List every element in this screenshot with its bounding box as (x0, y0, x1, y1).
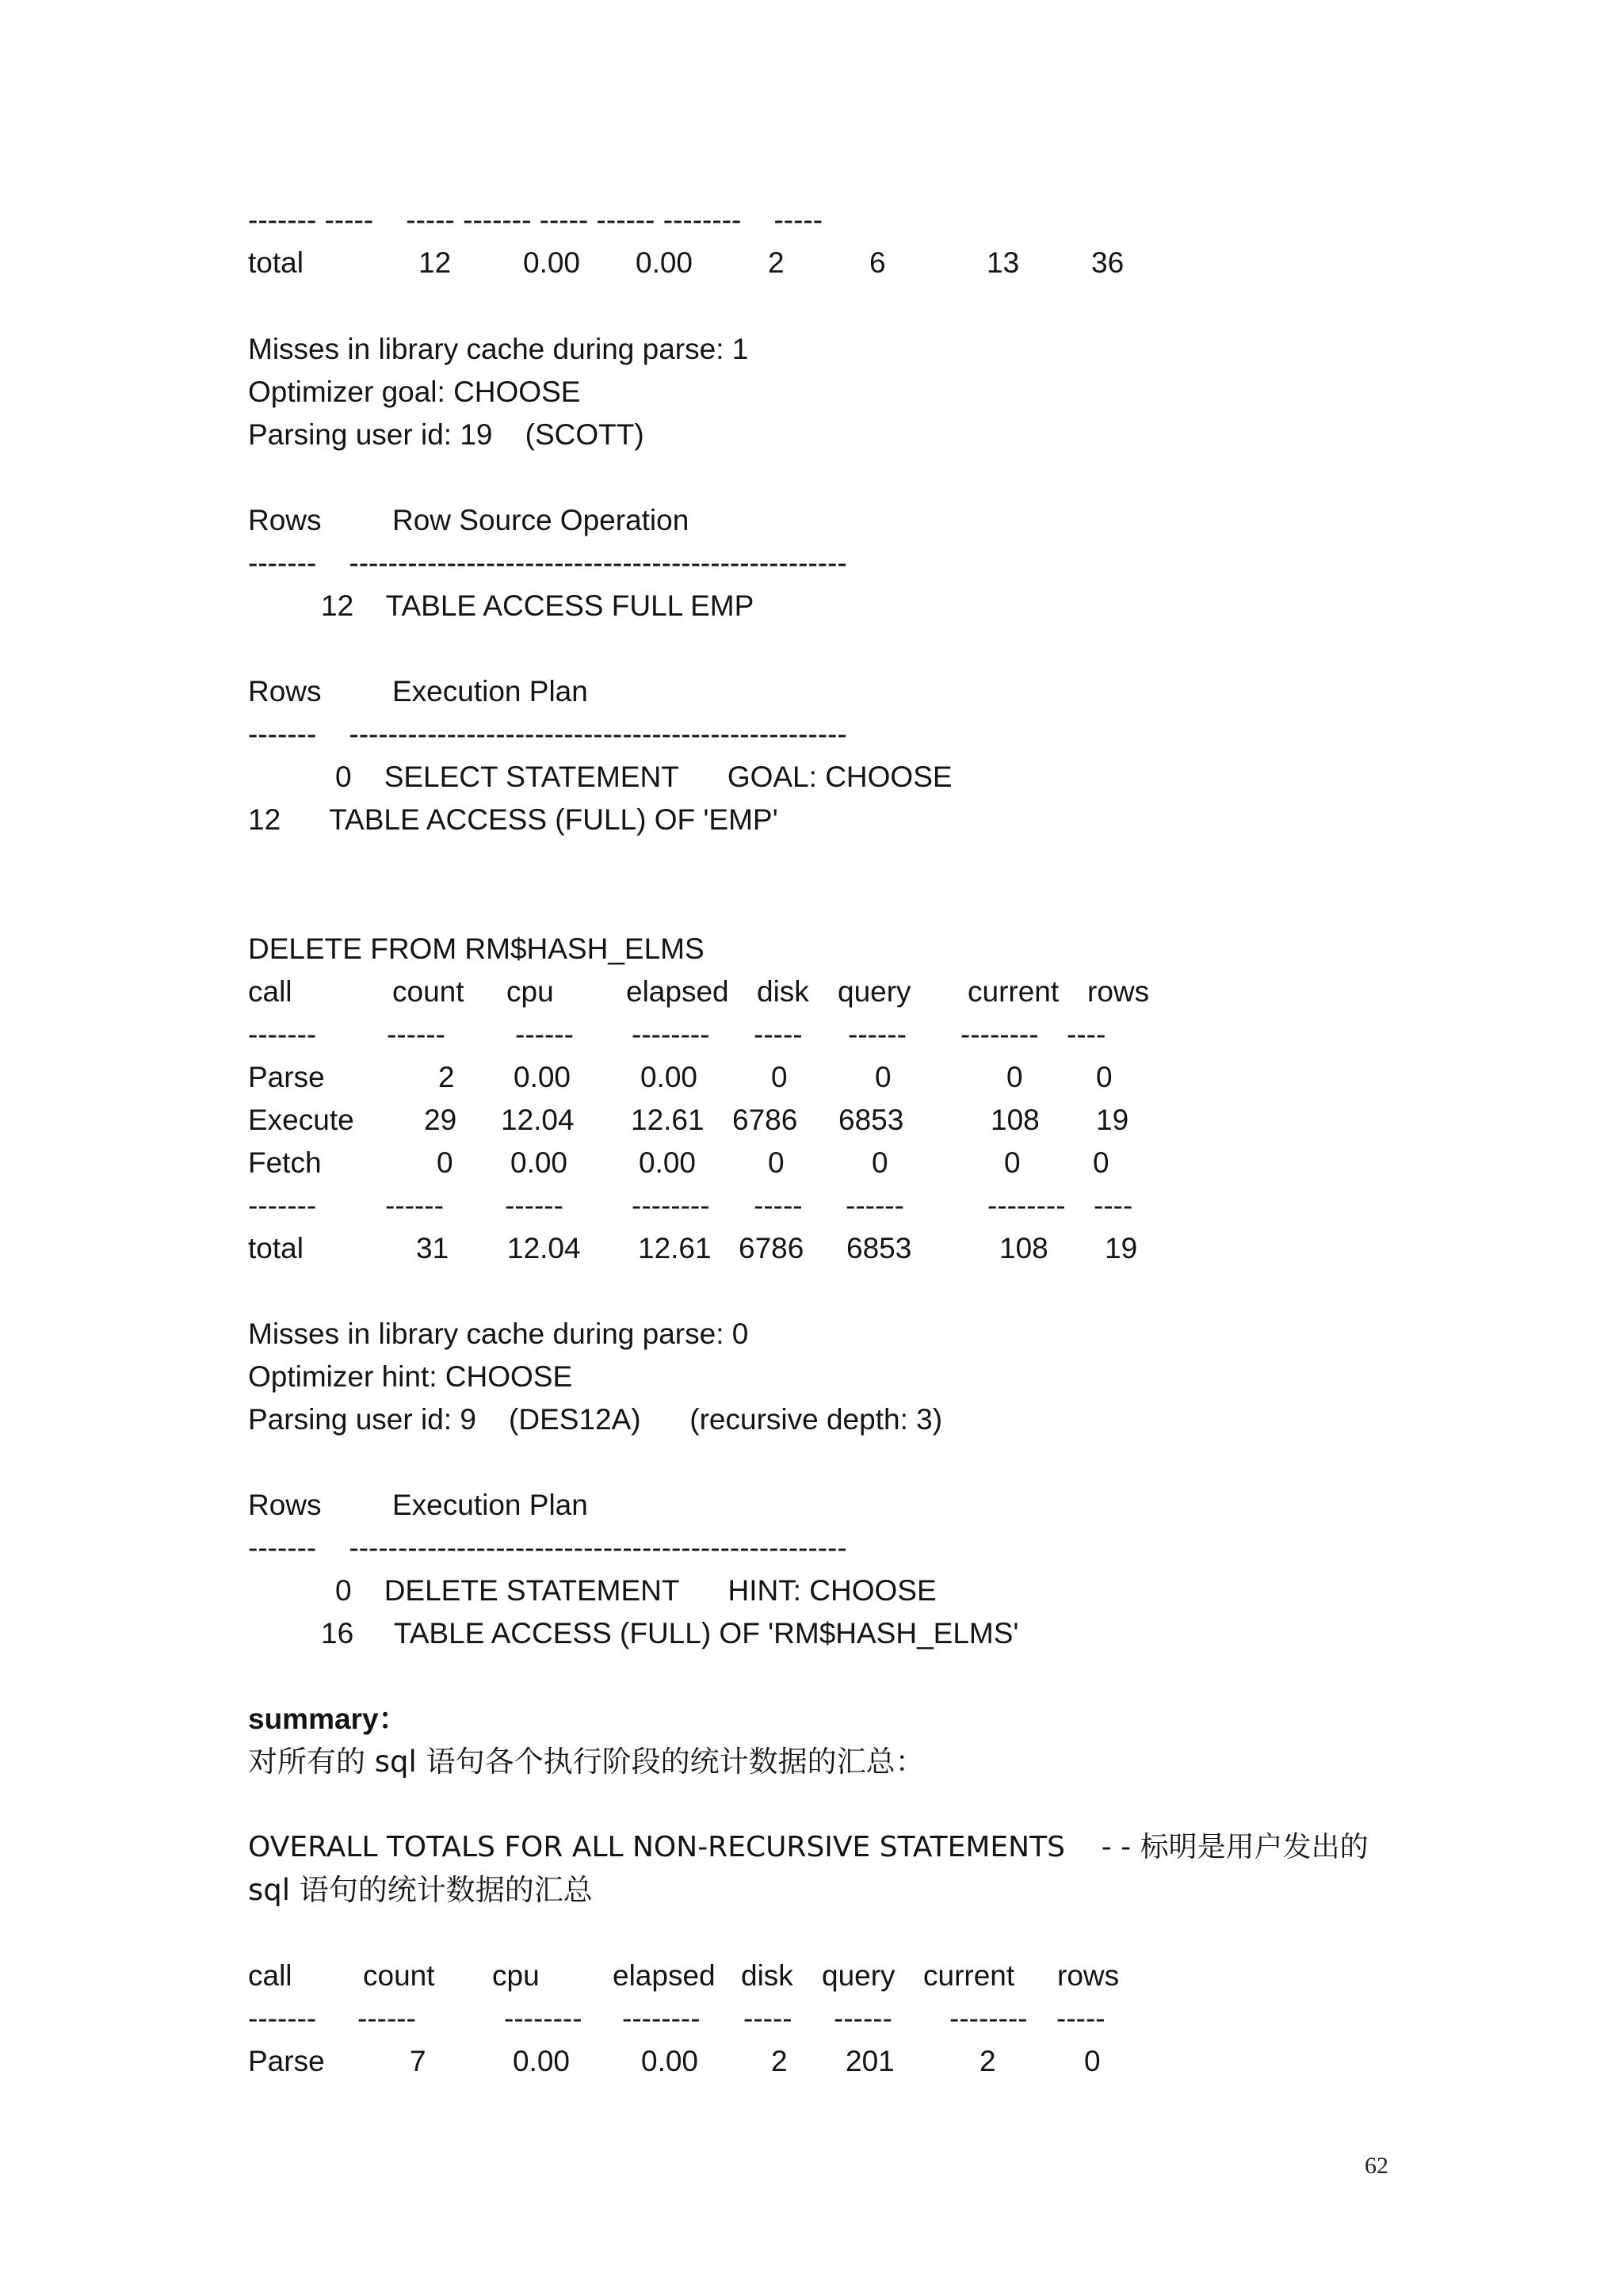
plan-dashes: ------- --------------------------------------------------- (248, 718, 847, 750)
dash-cell: -------- (987, 1189, 1066, 1222)
dash-cell: ---- (1094, 1189, 1133, 1222)
dash-cell: ------ (385, 1189, 444, 1222)
cell-cpu: 12.04 (501, 1104, 575, 1136)
col-query: query (822, 1959, 896, 1992)
dash-cell: ------ (846, 1189, 904, 1222)
col-cpu: cpu (492, 1959, 540, 1992)
page-number: 62 (1365, 2153, 1388, 2179)
col-disk: disk (741, 1959, 793, 1992)
col-elapsed: elapsed (613, 1959, 716, 1992)
plan-header-plan: Execution Plan (392, 1489, 588, 1521)
dash-cell: ------- (248, 1189, 317, 1222)
cell-elapsed: 0.00 (639, 1146, 697, 1179)
total-cpu: 12.04 (507, 1232, 581, 1264)
rso-header-op: Row Source Operation (392, 504, 689, 536)
col-query: query (838, 975, 911, 1008)
col-elapsed: elapsed (626, 975, 729, 1008)
cell-current: 108 (991, 1104, 1040, 1136)
parsing-line: Parsing user id: 19 (SCOTT) (248, 418, 644, 451)
cell-current: 2 (980, 2045, 996, 2077)
total-label: total (248, 1232, 304, 1264)
cell-disk: 2 (771, 2045, 788, 2077)
dash-cell: -------- (632, 1018, 710, 1051)
dash-cell: ---- (1067, 1018, 1106, 1051)
dash-cell: ------ (834, 2002, 892, 2035)
dash-cell: ----- (754, 1018, 803, 1051)
cell-elapsed: 0.00 (640, 1061, 698, 1093)
col-disk: disk (757, 975, 809, 1008)
dash-cell: -------- (622, 2002, 701, 2035)
total-elapsed: 0.00 (636, 246, 693, 279)
cell-elapsed: 0.00 (641, 2045, 699, 2077)
misses-line: Misses in library cache during parse: 0 (248, 1318, 749, 1350)
total-disk: 6786 (739, 1232, 804, 1264)
cell-count: 29 (424, 1104, 457, 1136)
dash-line: ------- ----- ----- ------- ----- ------ -------- ----- (248, 204, 823, 236)
plan-dashes: ------- --------------------------------------------------- (248, 1531, 847, 1564)
parsing-line: Parsing user id: 9 (DES12A) (recursive depth: 3) (248, 1403, 943, 1436)
rso-dashes: ------- --------------------------------------------------- (248, 547, 847, 579)
total-query: 6853 (846, 1232, 912, 1264)
total-count: 31 (416, 1232, 449, 1264)
overall-totals-line-2: sql 语句的统计数据的汇总 (248, 1873, 593, 1907)
cell-current: 0 (1006, 1061, 1023, 1093)
plan-header-plan: Execution Plan (392, 675, 588, 707)
dash-cell: -------- (632, 1189, 710, 1222)
col-call: call (248, 975, 292, 1008)
cell-rows: 0 (1084, 2045, 1101, 2077)
overall-totals-line-1: OVERALL TOTALS FOR ALL NON-RECURSIVE STATEMENTS - - 标明是用户发出的 (248, 1831, 1369, 1863)
dash-cell: ------ (357, 2002, 416, 2035)
col-count: count (363, 1959, 435, 1992)
dash-cell: ------ (515, 1018, 574, 1051)
cell-current: 0 (1004, 1146, 1021, 1179)
cell-count: 7 (410, 2045, 426, 2077)
col-rows: rows (1057, 1959, 1120, 1992)
dash-cell: -------- (960, 1018, 1039, 1051)
cell-elapsed: 12.61 (631, 1104, 705, 1136)
cell-rows: 0 (1096, 1061, 1113, 1093)
col-rows: rows (1087, 975, 1150, 1008)
total-current: 13 (987, 246, 1020, 279)
total-rows: 19 (1105, 1232, 1138, 1264)
cell-query: 0 (875, 1061, 892, 1093)
cell-disk: 6786 (732, 1104, 798, 1136)
summary-heading: summary： (248, 1703, 408, 1735)
cell-disk: 0 (771, 1061, 788, 1093)
cell-count: 0 (437, 1146, 453, 1179)
cell-rows: 19 (1096, 1104, 1129, 1136)
misses-line: Misses in library cache during parse: 1 (248, 333, 749, 365)
cell-call: Execute (248, 1104, 354, 1136)
plan-line-1: 0 SELECT STATEMENT GOAL: CHOOSE (335, 761, 953, 793)
col-current: current (968, 975, 1060, 1008)
dash-cell: ----- (743, 2002, 792, 2035)
cell-call: Parse (248, 1061, 325, 1093)
dash-cell: -------- (504, 2002, 582, 2035)
col-call: call (248, 1959, 292, 1992)
total-elapsed: 12.61 (638, 1232, 712, 1264)
rso-line: 12 TABLE ACCESS FULL EMP (321, 589, 754, 622)
cell-count: 2 (438, 1061, 455, 1093)
summary-description: 对所有的 sql 语句各个执行阶段的统计数据的汇总： (248, 1745, 925, 1779)
total-disk: 2 (768, 246, 785, 279)
col-current: current (923, 1959, 1015, 1992)
cell-cpu: 0.00 (513, 2045, 571, 2077)
col-count: count (392, 975, 464, 1008)
dash-cell: ------ (848, 1018, 907, 1051)
dash-cell: ------- (248, 2002, 317, 2035)
plan-line-1: 0 DELETE STATEMENT HINT: CHOOSE (335, 1574, 937, 1607)
total-rows: 36 (1091, 246, 1125, 279)
dash-cell: -------- (949, 2002, 1028, 2035)
dash-cell: ------ (387, 1018, 445, 1051)
cell-disk: 0 (768, 1146, 785, 1179)
statement-text: DELETE FROM RM$HASH_ELMS (248, 933, 705, 965)
optimizer-line: Optimizer goal: CHOOSE (248, 376, 581, 408)
total-cpu: 0.00 (523, 246, 581, 279)
cell-call: Fetch (248, 1146, 322, 1179)
dash-cell: ------ (505, 1189, 563, 1222)
plan-header-rows: Rows (248, 1489, 322, 1521)
cell-query: 6853 (838, 1104, 904, 1136)
cell-cpu: 0.00 (514, 1061, 571, 1093)
dash-cell: ------- (248, 1018, 317, 1051)
total-query: 6 (869, 246, 886, 279)
plan-line-2: 12 TABLE ACCESS (FULL) OF 'EMP' (248, 803, 778, 836)
dash-cell: ----- (754, 1189, 803, 1222)
cell-call: Parse (248, 2045, 325, 2077)
total-count: 12 (418, 246, 452, 279)
dash-cell: ----- (1056, 2002, 1106, 2035)
total-label: total (248, 246, 304, 279)
plan-header-rows: Rows (248, 675, 322, 707)
rso-header-rows: Rows (248, 504, 322, 536)
total-current: 108 (999, 1232, 1048, 1264)
cell-query: 201 (846, 2045, 895, 2077)
cell-query: 0 (872, 1146, 888, 1179)
optimizer-line: Optimizer hint: CHOOSE (248, 1360, 573, 1393)
cell-cpu: 0.00 (510, 1146, 568, 1179)
col-cpu: cpu (506, 975, 554, 1008)
cell-rows: 0 (1093, 1146, 1109, 1179)
plan-line-2: 16 TABLE ACCESS (FULL) OF 'RM$HASH_ELMS' (321, 1617, 1019, 1650)
